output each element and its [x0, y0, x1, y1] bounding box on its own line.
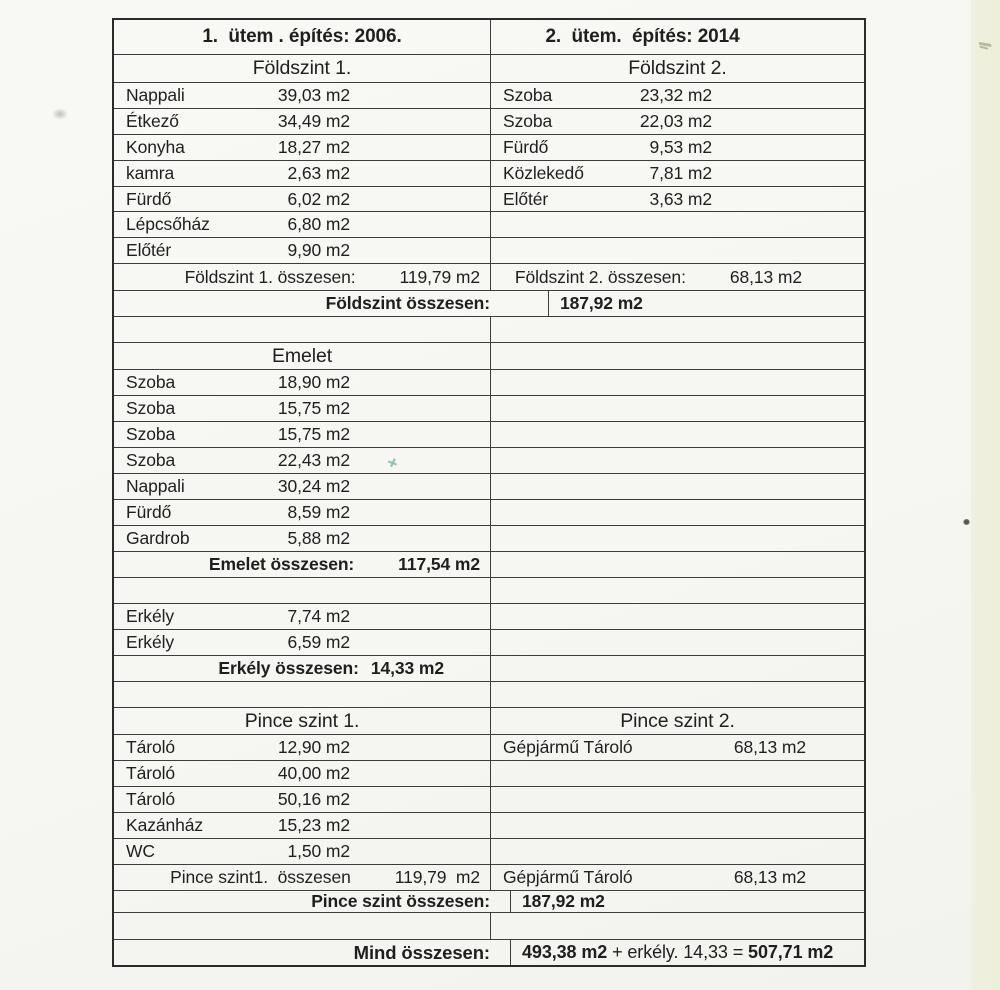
- cell-left-data: [114, 787, 490, 812]
- cell-text: 119,79 m2: [394, 867, 480, 887]
- cell-left-sumbold: [114, 656, 490, 681]
- cell-right-empty: [490, 761, 864, 786]
- cell-left-data: [114, 161, 490, 186]
- cell-text: 50,16 m2: [277, 789, 350, 809]
- cell-left-data: [114, 630, 490, 655]
- scan-edge-strip: [971, 0, 1000, 990]
- cell-text: Étkező: [126, 111, 179, 131]
- cell-text: 30,24 m2: [277, 476, 350, 496]
- cell-left-data: [114, 212, 490, 237]
- cell-text: Szoba: [126, 424, 176, 444]
- cell-text: Lépcsőház: [126, 214, 210, 234]
- cell-text: Nappali: [126, 85, 185, 105]
- cell-left-data: [114, 735, 490, 760]
- cell-text: Földszint összesen:: [325, 293, 490, 313]
- cell-text: Konyha: [126, 137, 185, 157]
- cell-text: 15,23 m2: [277, 815, 350, 835]
- cell-left-data: [114, 604, 490, 629]
- cell-left-boldlabel: [114, 291, 548, 316]
- table-row: [114, 291, 864, 317]
- cell-text: Földszint 1.: [252, 57, 352, 79]
- cell-right-empty: [490, 682, 864, 707]
- cell-text: Tároló: [126, 789, 176, 809]
- cell-text: 187,92 m2: [560, 293, 643, 313]
- cell-text: 8,59 m2: [287, 502, 350, 522]
- cell-text: Tároló: [126, 763, 176, 783]
- cell-text: Pince szint 2.: [620, 709, 735, 732]
- cell-right-empty: [490, 552, 864, 577]
- table-row: [114, 422, 864, 448]
- cell-left-boldlabel: [114, 891, 510, 912]
- table-row: [114, 370, 864, 396]
- cell-left-data: [114, 370, 490, 395]
- cell-text: WC: [126, 841, 155, 861]
- cell-text: 18,90 m2: [277, 372, 350, 392]
- cell-text: 22,03 m2: [639, 111, 712, 131]
- cell-text: Mind összesen:: [353, 941, 490, 963]
- cell-left-data: [114, 187, 490, 211]
- cell-left-data: [114, 109, 490, 134]
- cell-text: 68,13 m2: [729, 266, 802, 287]
- cell-left-section: [114, 343, 490, 369]
- cell-left-data: [114, 761, 490, 786]
- cell-text: Pince szint1. összesen: [170, 867, 351, 887]
- cell-text: 493,38 m2: [522, 942, 608, 962]
- table-row: [114, 656, 864, 682]
- cell-text: 15,75 m2: [277, 424, 350, 444]
- cell-right-empty: [490, 500, 864, 525]
- cell-text: Gépjármű Tároló: [503, 737, 633, 757]
- table-row: [114, 630, 864, 656]
- cell-right-empty: [490, 630, 864, 655]
- cell-right-header: [490, 20, 864, 54]
- cell-left-section: [114, 708, 490, 734]
- cell-text: 507,71 m2: [748, 942, 834, 962]
- table-row: [114, 735, 864, 761]
- table-row: [114, 161, 864, 187]
- scan-smudge: [52, 108, 68, 120]
- cell-left-sum: [114, 264, 490, 290]
- table-row: [114, 238, 864, 264]
- cell-left-data: [114, 839, 490, 864]
- cell-text: 7,81 m2: [649, 163, 712, 183]
- table-row: [114, 135, 864, 161]
- cell-right-empty: [490, 317, 864, 342]
- cell-right-data: [490, 187, 864, 211]
- cell-right-empty: [490, 813, 864, 838]
- cell-text: 68,13 m2: [733, 737, 806, 757]
- cell-text: Pince szint összesen:: [311, 891, 490, 911]
- cell-right-empty: [490, 526, 864, 551]
- cell-right-empty: [490, 787, 864, 812]
- cell-text: Szoba: [503, 111, 553, 131]
- cell-text: 40,00 m2: [277, 763, 350, 783]
- cell-text: 117,54 m2: [398, 554, 480, 574]
- cell-text: Erkély összesen:: [218, 658, 359, 678]
- table-row: [114, 604, 864, 630]
- table-row: [114, 109, 864, 135]
- cell-left-data: [114, 500, 490, 525]
- cell-right-sum: [490, 264, 864, 290]
- cell-right-empty: [490, 578, 864, 603]
- cell-text: 6,59 m2: [287, 632, 350, 652]
- cell-left-data: [114, 135, 490, 160]
- cell-text: 22,43 m2: [277, 450, 350, 470]
- cell-text: 6,80 m2: [287, 214, 350, 234]
- table-row: [114, 448, 864, 474]
- cell-left-data: [114, 526, 490, 551]
- cell-text: 5,88 m2: [287, 528, 350, 548]
- cell-text: 14,33 m2: [370, 658, 444, 678]
- cell-text: Nappali: [126, 476, 185, 496]
- cell-text: Előtér: [126, 240, 172, 260]
- cell-text: Gardrob: [126, 528, 190, 548]
- cell-text: 39,03 m2: [277, 85, 350, 105]
- table-row: [114, 913, 864, 940]
- cell-text: 23,32 m2: [639, 85, 712, 105]
- table-row: [114, 708, 864, 735]
- cell-text: Fürdő: [126, 188, 172, 209]
- cell-text: + erkély. 14,33 =: [607, 942, 749, 962]
- cell-text: Közlekedő: [503, 163, 584, 183]
- table-row: [114, 940, 864, 965]
- table-row: [114, 212, 864, 238]
- cell-right-section: [490, 708, 864, 734]
- cell-left-data: [114, 83, 490, 108]
- cell-text: 15,75 m2: [277, 398, 350, 418]
- table-row: [114, 839, 864, 865]
- cell-text: 3,63 m2: [649, 188, 712, 209]
- cell-left-data: [114, 813, 490, 838]
- table-row: [114, 83, 864, 109]
- cell-text: Erkély: [126, 632, 175, 652]
- cell-right-boldvalue: [510, 891, 864, 912]
- cell-right-empty: [490, 370, 864, 395]
- cell-text: Szoba: [126, 372, 176, 392]
- cell-right-final: [510, 940, 864, 965]
- table-row: [114, 343, 864, 370]
- table-row: [114, 500, 864, 526]
- cell-text: Pince szint 1.: [244, 709, 360, 732]
- cell-left-empty: [114, 578, 490, 603]
- cell-right-empty: [490, 474, 864, 499]
- cell-right-empty: [490, 422, 864, 447]
- cell-text: Emelet: [271, 344, 333, 367]
- table-row: [114, 317, 864, 343]
- cell-right-data: [490, 865, 864, 890]
- cell-right-empty: [490, 656, 864, 681]
- table-row: [114, 552, 864, 578]
- area-table: [112, 18, 866, 967]
- cell-text: 9,53 m2: [649, 137, 712, 157]
- cell-right-data: [490, 135, 864, 160]
- cell-text: kamra: [126, 163, 175, 183]
- cell-right-empty: [490, 238, 864, 263]
- cell-left-sum: [114, 865, 490, 890]
- table-row: [114, 891, 864, 913]
- cell-right-empty: [490, 212, 864, 237]
- cell-left-empty: [114, 913, 490, 939]
- table-row: [114, 578, 864, 604]
- cell-right-empty: [490, 839, 864, 864]
- cell-text: 119,79 m2: [399, 266, 480, 287]
- cell-left-data: [114, 238, 490, 263]
- cell-text: 7,74 m2: [287, 606, 350, 626]
- table-row: [114, 761, 864, 787]
- cell-text: Szoba: [503, 85, 553, 105]
- cell-text: 12,90 m2: [277, 737, 350, 757]
- table-row: [114, 865, 864, 891]
- cell-right-empty: [490, 396, 864, 421]
- cell-text: Szoba: [126, 450, 176, 470]
- cell-right-empty: [490, 913, 864, 939]
- cell-text: 9,90 m2: [287, 240, 350, 260]
- cell-left-empty: [114, 682, 490, 707]
- cell-right-empty: [490, 604, 864, 629]
- cell-left-header: [114, 20, 490, 54]
- cell-left-data: [114, 448, 490, 473]
- table-row: [114, 682, 864, 708]
- cell-text: Tároló: [126, 737, 176, 757]
- cell-right-empty: [490, 343, 864, 369]
- cell-right-data: [490, 735, 864, 760]
- cell-text: 2. ütem. építés: 2014: [545, 26, 740, 47]
- cell-text: Előtér: [503, 188, 549, 209]
- cell-text: Földszint 2. összesen:: [514, 266, 686, 287]
- cell-text: Kazánház: [126, 815, 204, 835]
- cell-left-data: [114, 396, 490, 421]
- cell-right-data: [490, 109, 864, 134]
- table-row: [114, 787, 864, 813]
- cell-right-empty: [490, 448, 864, 473]
- table-row: [114, 474, 864, 500]
- table-row: [114, 187, 864, 212]
- cell-text: Földszint 1. összesen:: [184, 266, 356, 287]
- cell-text: Fürdő: [503, 137, 549, 157]
- cell-left-empty: [114, 317, 490, 342]
- cell-text: 34,49 m2: [277, 111, 350, 131]
- cell-left-section: [114, 55, 490, 82]
- cell-text: 187,92 m2: [522, 891, 605, 911]
- pen-check-mark: [388, 458, 397, 467]
- cell-right-boldvalue: [548, 291, 864, 316]
- cell-text: Emelet összesen:: [208, 554, 355, 574]
- cell-text: 18,27 m2: [277, 137, 350, 157]
- cell-right-section: [490, 55, 864, 82]
- cell-left-data: [114, 474, 490, 499]
- cell-text: Gépjármű Tároló: [503, 867, 633, 887]
- cell-right-data: [490, 161, 864, 186]
- cell-left-boldlabel: [114, 940, 510, 965]
- cell-text: 6,02 m2: [287, 188, 350, 209]
- cell-left-sumbold: [114, 552, 490, 577]
- cell-text: Földszint 2.: [628, 57, 727, 79]
- scan-speck: [963, 519, 970, 525]
- cell-right-data: [490, 83, 864, 108]
- table-row: [114, 526, 864, 552]
- table-row: [114, 813, 864, 839]
- cell-text: Fürdő: [126, 502, 172, 522]
- cell-left-data: [114, 422, 490, 447]
- table-row: [114, 396, 864, 422]
- cell-text: Szoba: [126, 398, 176, 418]
- cell-text: Erkély: [126, 606, 175, 626]
- table-row: [114, 20, 864, 55]
- cell-text: 1. ütem . építés: 2006.: [202, 26, 402, 47]
- cell-text: 1,50 m2: [287, 841, 350, 861]
- cell-text: 2,63 m2: [287, 163, 350, 183]
- cell-text: 68,13 m2: [733, 867, 806, 887]
- table-row: [114, 264, 864, 291]
- table-row: [114, 55, 864, 83]
